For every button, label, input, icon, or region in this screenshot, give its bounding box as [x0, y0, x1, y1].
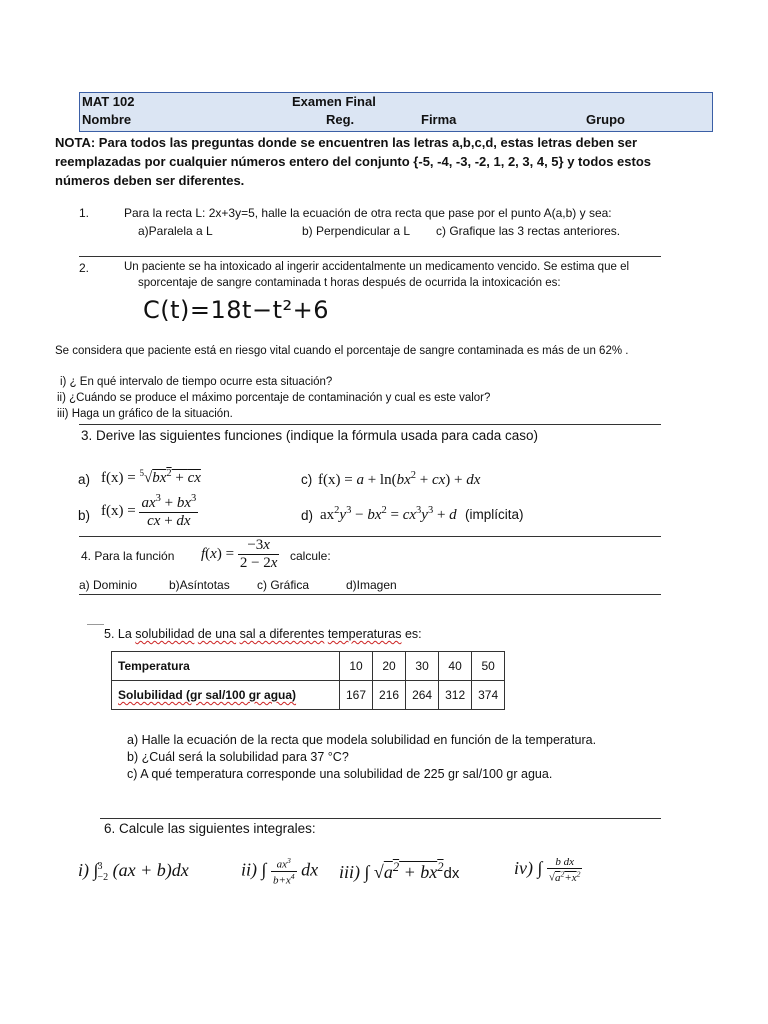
q6-title: 6. Calcule las siguientes integrales:	[104, 821, 316, 836]
q2-line1: Un paciente se ha intoxicado al ingerir accidentalmente un medicamento vencido. Se estima que el	[124, 261, 630, 273]
q4-title: 4. Para la función	[81, 549, 175, 563]
exam-title: Examen Final	[292, 94, 376, 109]
table-cell: 40	[439, 652, 472, 681]
exam-header	[79, 92, 713, 132]
table-cell: 167	[340, 681, 373, 710]
q3-title: 3. Derive las siguientes funciones (indique la fórmula usada para cada caso)	[81, 428, 539, 443]
q5-item-a: a) Halle la ecuación de la recta que modela solubilidad en función de la temperatura.	[127, 733, 597, 747]
sign-label: Firma	[421, 112, 457, 127]
q3-b-formula: f(x) = $\frac{ax^3 + bx^3}{cx + dx}$	[101, 493, 197, 529]
q1-text: Para la recta L: 2x+3y=5, halle la ecuación de otra recta que pase por el punto A(a,b) y sea:	[124, 206, 612, 220]
q5-item-b: b) ¿Cuál será la solubilidad para 37 °C?	[127, 750, 349, 764]
integral-iv: iv) ∫ $\frac{\text{b dx}}{√a^2+x^2}$	[514, 856, 581, 884]
q4-option-c: c) Gráfica	[257, 578, 310, 592]
table-cell: 264	[406, 681, 439, 710]
q3-c-label: c)	[301, 472, 313, 487]
reg-label: Reg.	[326, 112, 355, 127]
q5-title: 5. La solubilidad de una sal a diferentes temperaturas es:	[104, 627, 422, 641]
divider	[79, 256, 661, 257]
q1-number: 1.	[79, 206, 90, 220]
instructions-note: NOTA: Para todos las preguntas donde se encuentren las letras a,b,c,d, estas letras deben ser reemplazadas por cualquier números entero del conjunto {-5, -4, -3, -2, 1, 2, 3, 4, 5} y todos estos números deben ser diferentes.	[55, 135, 652, 188]
table-cell: 30	[406, 652, 439, 681]
group-label: Grupo	[586, 112, 625, 127]
q4-option-a: a) Dominio	[79, 578, 138, 592]
q3-b-label: b)	[78, 508, 91, 523]
table-row	[112, 681, 505, 710]
table-cell: 216	[373, 681, 406, 710]
q2-item-iii: iii) Haga un gráfico de la situación.	[57, 408, 233, 420]
q1-option-c: c) Grafique las 3 rectas anteriores.	[436, 224, 621, 238]
table-cell: 312	[439, 681, 472, 710]
q1-option-a: a)Paralela a L	[138, 224, 213, 238]
table-cell: 374	[472, 681, 505, 710]
q3-a-formula: $f(x) = ^5√bx^2$ + cx	[101, 468, 201, 486]
q2-number: 2.	[79, 261, 90, 275]
divider	[79, 424, 661, 425]
q1-option-b: b) Perpendicular a L	[302, 224, 411, 238]
name-label: Nombre	[82, 112, 132, 127]
integral-iii: iii) ∫ $√a^2 + bx^2dx$	[339, 860, 460, 882]
table-cell: 20	[373, 652, 406, 681]
q5-item-c: c) A qué temperatura corresponde una solubilidad de 225 gr sal/100 gr agua.	[127, 767, 553, 781]
q4-formula: f(x) = $\frac{-3x}{2 - 2x}$	[201, 537, 278, 571]
q3-a-label: a)	[78, 472, 91, 487]
q2-item-ii: ii) ¿Cuándo se produce el máximo porcentaje de contaminación y cual es este valor?	[57, 392, 491, 404]
table-cell: 50	[472, 652, 505, 681]
q2-formula: C(t)=18t−t²+6	[143, 296, 329, 324]
solubility-table	[111, 651, 505, 710]
q2-line2: sporcentaje de sangre contaminada t horas después de ocurrida la intoxicación es:	[138, 277, 561, 289]
divider	[79, 536, 661, 537]
q4-calc: calcule:	[290, 549, 331, 563]
q2-risk-statement: Se considera que paciente está en riesgo vital cuando el porcentaje de sangre contaminada es más de un 62% .	[55, 345, 629, 357]
q3-d-formula: $ax^2y^3 - bx^2 = cx^3y^3 + d$	[320, 505, 457, 523]
row-label-solubility: Solubilidad (gr sal/100 gr agua)	[112, 681, 340, 710]
q4-option-b: b)Asíntotas	[169, 578, 230, 592]
table-cell: 10	[340, 652, 373, 681]
q2-item-i: i) ¿ En qué intervalo de tiempo ocurre esta situación?	[60, 376, 333, 388]
corner-mark	[87, 624, 104, 625]
q3-d-label: d)	[301, 508, 314, 523]
integral-i: i) ∫ 3 −2 (ax + b)dx	[78, 860, 189, 883]
q4-option-d: d)Imagen	[346, 578, 397, 592]
integral-ii: ii) ∫ $\frac{ax^3}{b+x^4}$ dx	[241, 856, 319, 887]
row-label-temperature: Temperatura	[112, 652, 340, 681]
course-code: MAT 102	[82, 94, 135, 109]
divider	[79, 594, 661, 595]
q3-c-formula: $f(x) = a + \ln(bx^2 + cx)$ + dx	[318, 470, 481, 488]
q3-d-implicit: (implícita)	[465, 507, 524, 522]
divider	[100, 818, 661, 819]
table-row	[112, 652, 505, 681]
